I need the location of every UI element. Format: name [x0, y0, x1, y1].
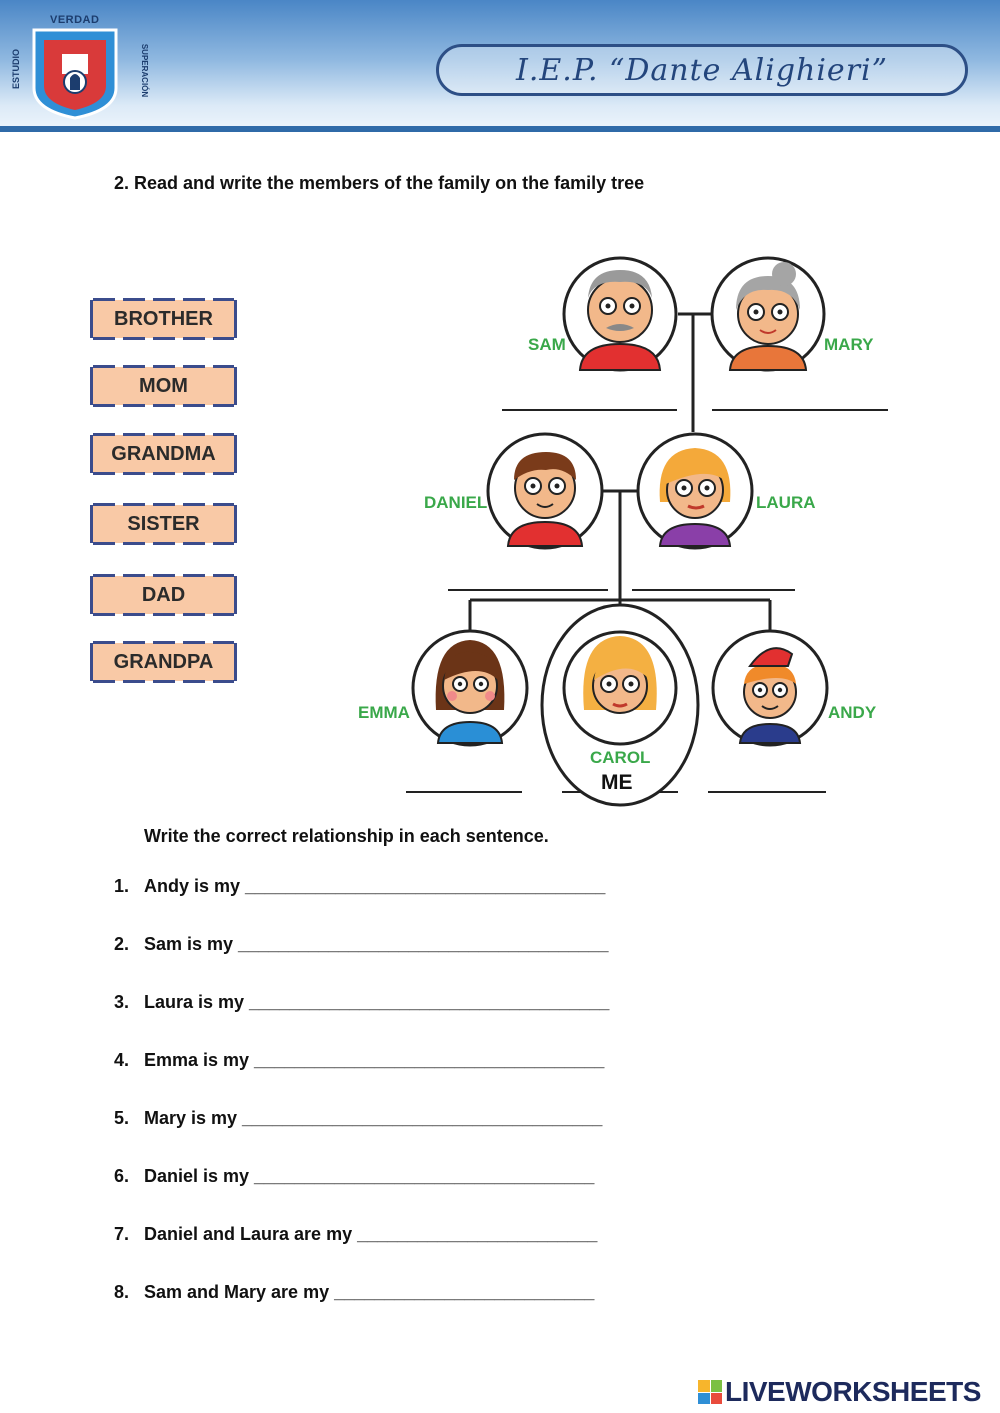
- question-7-text[interactable]: Daniel and Laura are my ________________________: [144, 1224, 598, 1244]
- question-7: 7. Daniel and Laura are my ________________________: [114, 1224, 598, 1244]
- name-carol: CAROL: [590, 748, 651, 767]
- name-emma: EMMA: [358, 703, 410, 722]
- question-4: 4. Emma is my ___________________________________: [114, 1050, 605, 1070]
- liveworksheets-icon: [698, 1380, 722, 1404]
- question-6-text[interactable]: Daniel is my __________________________________: [144, 1166, 595, 1186]
- logo-left-text: ESTUDIO: [11, 48, 22, 90]
- brother-portrait: [713, 631, 827, 745]
- logo-right-text: SUPERACIÓN: [140, 43, 150, 98]
- question-8-text[interactable]: Sam and Mary are my __________________________: [144, 1282, 595, 1302]
- grandpa-portrait: [564, 258, 676, 370]
- name-andy: ANDY: [828, 703, 877, 722]
- question-1-text[interactable]: Andy is my ____________________________________: [144, 876, 606, 896]
- name-sam: SAM: [528, 335, 566, 354]
- name-daniel: DANIEL: [424, 493, 488, 512]
- header-divider: [0, 126, 1000, 132]
- school-logo: [10, 10, 150, 122]
- question-2-text[interactable]: Sam is my _____________________________________: [144, 934, 609, 954]
- question-8: 8. Sam and Mary are my __________________________: [114, 1282, 595, 1302]
- school-name-banner: [436, 44, 968, 96]
- sub-instruction: Write the correct relationship in each sentence.: [144, 826, 549, 846]
- logo-top-text: VERDAD: [50, 14, 100, 26]
- word-card-sister[interactable]: SISTER: [90, 505, 237, 543]
- question-5-text[interactable]: Mary is my ____________________________________: [144, 1108, 603, 1128]
- name-laura: LAURA: [756, 493, 816, 512]
- word-card-brother[interactable]: BROTHER: [90, 300, 237, 338]
- question-1: 1. Andy is my ____________________________________: [114, 876, 606, 896]
- question-3-text[interactable]: Laura is my ____________________________________: [144, 992, 610, 1012]
- liveworksheets-logo: [698, 1376, 981, 1408]
- word-card-dad[interactable]: DAD: [90, 576, 237, 614]
- word-card-grandpa[interactable]: GRANDPA: [90, 643, 237, 681]
- question-2: 2. Sam is my _____________________________________: [114, 934, 609, 954]
- me-label: ME: [601, 771, 633, 794]
- question-3: 3. Laura is my ____________________________________: [114, 992, 610, 1012]
- sister-portrait: [413, 631, 527, 745]
- question-5: 5. Mary is my ____________________________________: [114, 1108, 603, 1128]
- mom-portrait: [638, 434, 752, 548]
- grandma-portrait: [712, 258, 824, 370]
- school-name: I.E.P. “Dante Alighieri”: [516, 52, 888, 88]
- liveworksheets-brand: LIVEWORKSHEETS: [725, 1376, 981, 1407]
- header-banner: [0, 0, 1000, 132]
- question-4-text[interactable]: Emma is my ___________________________________: [144, 1050, 605, 1070]
- word-card-mom[interactable]: MOM: [90, 367, 237, 405]
- family-tree: [340, 240, 900, 815]
- word-card-grandma[interactable]: GRANDMA: [90, 435, 237, 473]
- question-6: 6. Daniel is my __________________________________: [114, 1166, 595, 1186]
- name-mary: MARY: [824, 335, 874, 354]
- dad-portrait: [488, 434, 602, 548]
- instruction-title: 2. Read and write the members of the family on the family tree: [114, 173, 645, 193]
- shield-icon: [10, 10, 150, 122]
